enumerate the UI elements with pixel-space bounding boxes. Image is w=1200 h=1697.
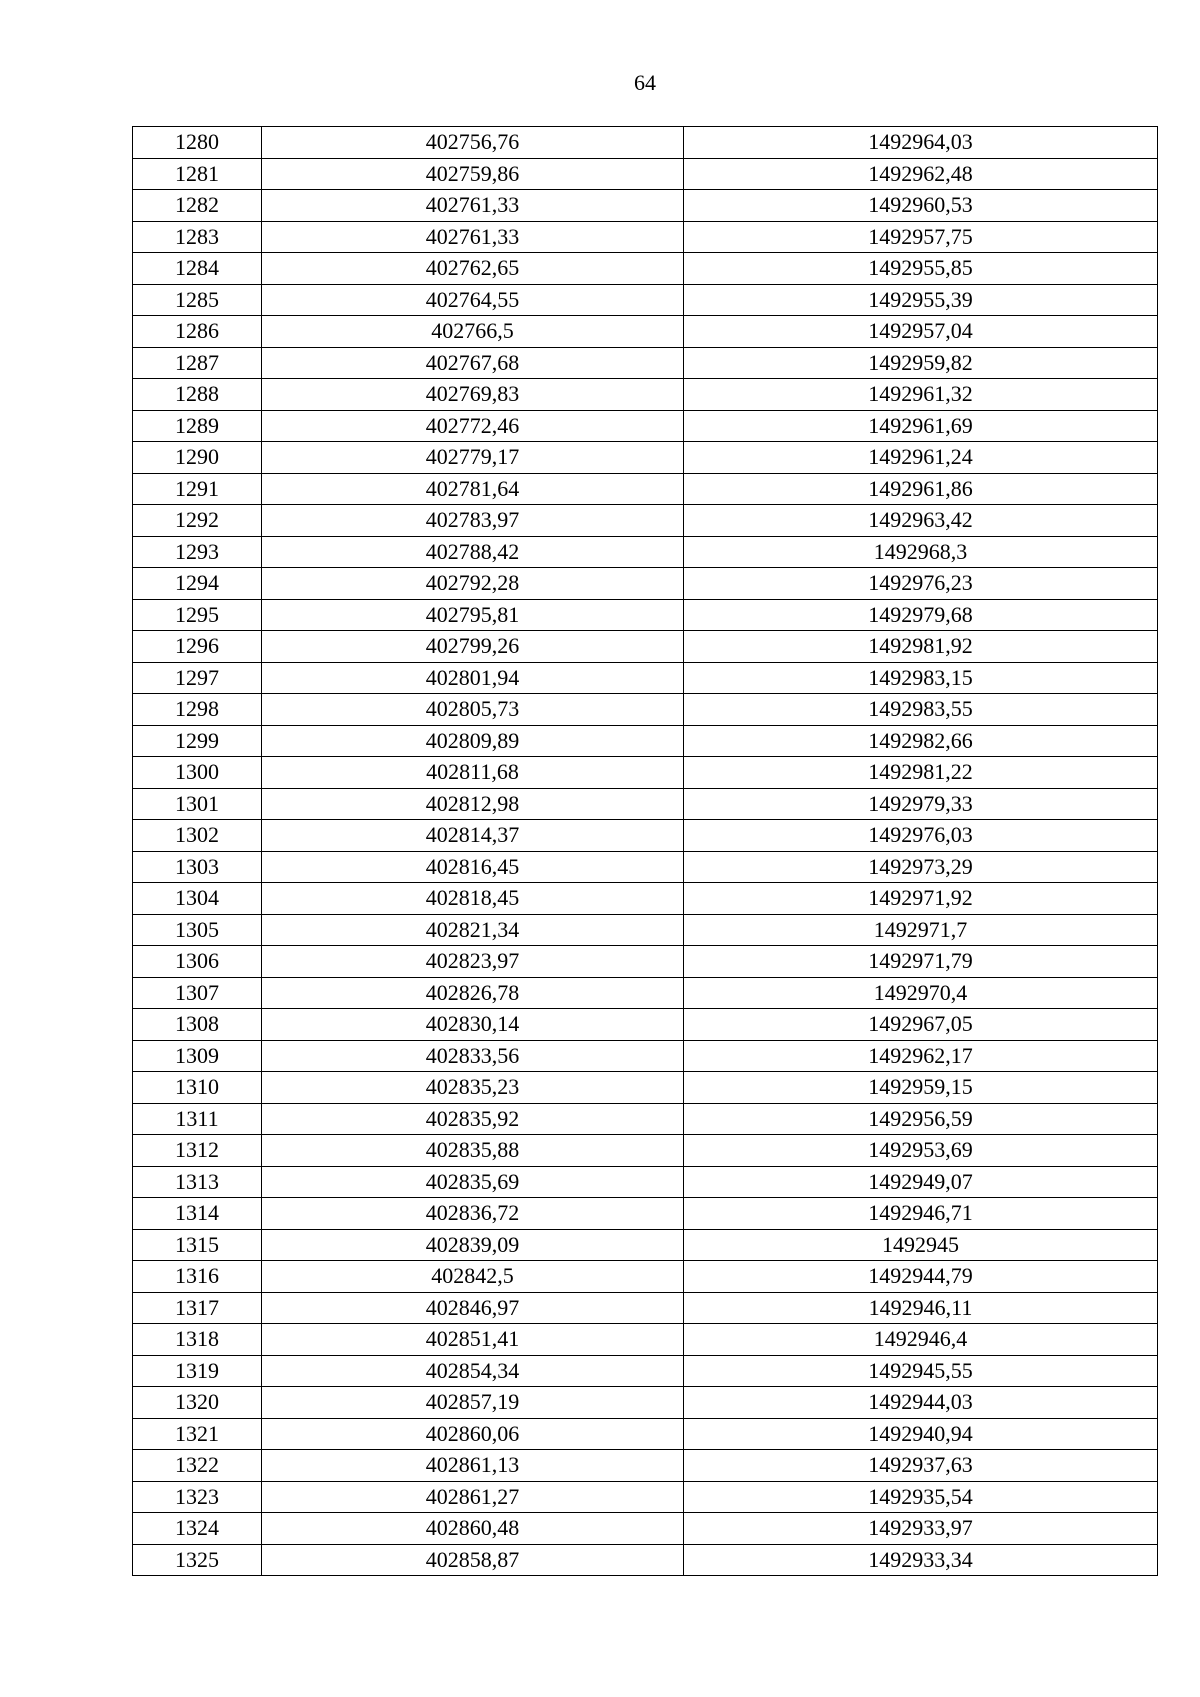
table-row xyxy=(133,788,1158,820)
point-number-cell: 1294 xyxy=(133,568,262,600)
table-row xyxy=(133,694,1158,726)
y-coordinate-cell: 1492957,75 xyxy=(684,221,1158,253)
table-row xyxy=(133,1261,1158,1293)
x-coordinate-cell: 402835,88 xyxy=(262,1135,684,1167)
x-coordinate-cell: 402805,73 xyxy=(262,694,684,726)
x-coordinate-cell: 402842,5 xyxy=(262,1261,684,1293)
point-number-cell: 1288 xyxy=(133,379,262,411)
point-number-cell: 1296 xyxy=(133,631,262,663)
y-coordinate-cell: 1492956,59 xyxy=(684,1103,1158,1135)
x-coordinate-cell: 402857,19 xyxy=(262,1387,684,1419)
table-row xyxy=(133,1324,1158,1356)
x-coordinate-cell: 402818,45 xyxy=(262,883,684,915)
y-coordinate-cell: 1492968,3 xyxy=(684,536,1158,568)
x-coordinate-cell: 402860,48 xyxy=(262,1513,684,1545)
y-coordinate-cell: 1492944,79 xyxy=(684,1261,1158,1293)
point-number-cell: 1315 xyxy=(133,1229,262,1261)
table-row xyxy=(133,946,1158,978)
table-row xyxy=(133,1481,1158,1513)
y-coordinate-cell: 1492933,34 xyxy=(684,1544,1158,1576)
x-coordinate-cell: 402783,97 xyxy=(262,505,684,537)
point-number-cell: 1300 xyxy=(133,757,262,789)
point-number-cell: 1302 xyxy=(133,820,262,852)
y-coordinate-cell: 1492981,22 xyxy=(684,757,1158,789)
x-coordinate-cell: 402761,33 xyxy=(262,190,684,222)
y-coordinate-cell: 1492971,7 xyxy=(684,914,1158,946)
point-number-cell: 1309 xyxy=(133,1040,262,1072)
table-row xyxy=(133,442,1158,474)
y-coordinate-cell: 1492981,92 xyxy=(684,631,1158,663)
table-row xyxy=(133,1009,1158,1041)
x-coordinate-cell: 402762,65 xyxy=(262,253,684,285)
table-row xyxy=(133,1450,1158,1482)
point-number-cell: 1304 xyxy=(133,883,262,915)
table-row xyxy=(133,158,1158,190)
y-coordinate-cell: 1492983,55 xyxy=(684,694,1158,726)
y-coordinate-cell: 1492946,11 xyxy=(684,1292,1158,1324)
x-coordinate-cell: 402769,83 xyxy=(262,379,684,411)
point-number-cell: 1321 xyxy=(133,1418,262,1450)
table-row xyxy=(133,1040,1158,1072)
y-coordinate-cell: 1492935,54 xyxy=(684,1481,1158,1513)
point-number-cell: 1299 xyxy=(133,725,262,757)
table-row xyxy=(133,316,1158,348)
y-coordinate-cell: 1492979,33 xyxy=(684,788,1158,820)
page-number: 64 xyxy=(634,70,656,95)
x-coordinate-cell: 402799,26 xyxy=(262,631,684,663)
point-number-cell: 1317 xyxy=(133,1292,262,1324)
point-number-cell: 1290 xyxy=(133,442,262,474)
point-number-cell: 1325 xyxy=(133,1544,262,1576)
y-coordinate-cell: 1492946,71 xyxy=(684,1198,1158,1230)
y-coordinate-cell: 1492959,82 xyxy=(684,347,1158,379)
table-row xyxy=(133,568,1158,600)
x-coordinate-cell: 402811,68 xyxy=(262,757,684,789)
table-row xyxy=(133,662,1158,694)
point-number-cell: 1280 xyxy=(133,127,262,159)
table-row xyxy=(133,851,1158,883)
table-row xyxy=(133,1387,1158,1419)
x-coordinate-cell: 402766,5 xyxy=(262,316,684,348)
table-row xyxy=(133,1103,1158,1135)
x-coordinate-cell: 402854,34 xyxy=(262,1355,684,1387)
x-coordinate-cell: 402835,92 xyxy=(262,1103,684,1135)
table-row xyxy=(133,379,1158,411)
table-row xyxy=(133,284,1158,316)
x-coordinate-cell: 402858,87 xyxy=(262,1544,684,1576)
table-row xyxy=(133,1229,1158,1261)
point-number-cell: 1305 xyxy=(133,914,262,946)
point-number-cell: 1282 xyxy=(133,190,262,222)
point-number-cell: 1324 xyxy=(133,1513,262,1545)
point-number-cell: 1307 xyxy=(133,977,262,1009)
y-coordinate-cell: 1492979,68 xyxy=(684,599,1158,631)
x-coordinate-cell: 402801,94 xyxy=(262,662,684,694)
table-row xyxy=(133,190,1158,222)
table-row xyxy=(133,1198,1158,1230)
x-coordinate-cell: 402792,28 xyxy=(262,568,684,600)
x-coordinate-cell: 402823,97 xyxy=(262,946,684,978)
table-row xyxy=(133,914,1158,946)
y-coordinate-cell: 1492937,63 xyxy=(684,1450,1158,1482)
x-coordinate-cell: 402809,89 xyxy=(262,725,684,757)
y-coordinate-cell: 1492962,48 xyxy=(684,158,1158,190)
y-coordinate-cell: 1492946,4 xyxy=(684,1324,1158,1356)
table-row xyxy=(133,1072,1158,1104)
table-row xyxy=(133,473,1158,505)
table-row xyxy=(133,1355,1158,1387)
y-coordinate-cell: 1492957,04 xyxy=(684,316,1158,348)
point-number-cell: 1293 xyxy=(133,536,262,568)
y-coordinate-cell: 1492961,69 xyxy=(684,410,1158,442)
x-coordinate-cell: 402812,98 xyxy=(262,788,684,820)
table-row xyxy=(133,536,1158,568)
point-number-cell: 1285 xyxy=(133,284,262,316)
table-row xyxy=(133,725,1158,757)
point-number-cell: 1303 xyxy=(133,851,262,883)
table-row xyxy=(133,820,1158,852)
x-coordinate-cell: 402788,42 xyxy=(262,536,684,568)
y-coordinate-cell: 1492976,03 xyxy=(684,820,1158,852)
y-coordinate-cell: 1492971,92 xyxy=(684,883,1158,915)
point-number-cell: 1301 xyxy=(133,788,262,820)
table-row xyxy=(133,599,1158,631)
x-coordinate-cell: 402835,23 xyxy=(262,1072,684,1104)
point-number-cell: 1289 xyxy=(133,410,262,442)
y-coordinate-cell: 1492982,66 xyxy=(684,725,1158,757)
x-coordinate-cell: 402772,46 xyxy=(262,410,684,442)
point-number-cell: 1291 xyxy=(133,473,262,505)
table-row xyxy=(133,1166,1158,1198)
table-row xyxy=(133,1513,1158,1545)
y-coordinate-cell: 1492959,15 xyxy=(684,1072,1158,1104)
y-coordinate-cell: 1492945 xyxy=(684,1229,1158,1261)
x-coordinate-cell: 402821,34 xyxy=(262,914,684,946)
point-number-cell: 1312 xyxy=(133,1135,262,1167)
x-coordinate-cell: 402764,55 xyxy=(262,284,684,316)
y-coordinate-cell: 1492961,86 xyxy=(684,473,1158,505)
x-coordinate-cell: 402779,17 xyxy=(262,442,684,474)
coordinates-table-body xyxy=(133,127,1158,1576)
x-coordinate-cell: 402795,81 xyxy=(262,599,684,631)
y-coordinate-cell: 1492955,39 xyxy=(684,284,1158,316)
point-number-cell: 1319 xyxy=(133,1355,262,1387)
point-number-cell: 1281 xyxy=(133,158,262,190)
table-row xyxy=(133,410,1158,442)
table-row xyxy=(133,1418,1158,1450)
point-number-cell: 1318 xyxy=(133,1324,262,1356)
point-number-cell: 1320 xyxy=(133,1387,262,1419)
y-coordinate-cell: 1492940,94 xyxy=(684,1418,1158,1450)
x-coordinate-cell: 402861,27 xyxy=(262,1481,684,1513)
y-coordinate-cell: 1492961,32 xyxy=(684,379,1158,411)
y-coordinate-cell: 1492945,55 xyxy=(684,1355,1158,1387)
y-coordinate-cell: 1492983,15 xyxy=(684,662,1158,694)
x-coordinate-cell: 402839,09 xyxy=(262,1229,684,1261)
y-coordinate-cell: 1492964,03 xyxy=(684,127,1158,159)
point-number-cell: 1306 xyxy=(133,946,262,978)
point-number-cell: 1308 xyxy=(133,1009,262,1041)
point-number-cell: 1311 xyxy=(133,1103,262,1135)
x-coordinate-cell: 402814,37 xyxy=(262,820,684,852)
x-coordinate-cell: 402756,76 xyxy=(262,127,684,159)
y-coordinate-cell: 1492961,24 xyxy=(684,442,1158,474)
x-coordinate-cell: 402851,41 xyxy=(262,1324,684,1356)
x-coordinate-cell: 402781,64 xyxy=(262,473,684,505)
y-coordinate-cell: 1492971,79 xyxy=(684,946,1158,978)
y-coordinate-cell: 1492944,03 xyxy=(684,1387,1158,1419)
y-coordinate-cell: 1492953,69 xyxy=(684,1135,1158,1167)
y-coordinate-cell: 1492955,85 xyxy=(684,253,1158,285)
x-coordinate-cell: 402860,06 xyxy=(262,1418,684,1450)
x-coordinate-cell: 402761,33 xyxy=(262,221,684,253)
point-number-cell: 1322 xyxy=(133,1450,262,1482)
point-number-cell: 1310 xyxy=(133,1072,262,1104)
x-coordinate-cell: 402835,69 xyxy=(262,1166,684,1198)
point-number-cell: 1323 xyxy=(133,1481,262,1513)
x-coordinate-cell: 402846,97 xyxy=(262,1292,684,1324)
table-row xyxy=(133,883,1158,915)
point-number-cell: 1292 xyxy=(133,505,262,537)
point-number-cell: 1283 xyxy=(133,221,262,253)
table-row xyxy=(133,1135,1158,1167)
x-coordinate-cell: 402759,86 xyxy=(262,158,684,190)
x-coordinate-cell: 402836,72 xyxy=(262,1198,684,1230)
x-coordinate-cell: 402826,78 xyxy=(262,977,684,1009)
point-number-cell: 1297 xyxy=(133,662,262,694)
y-coordinate-cell: 1492967,05 xyxy=(684,1009,1158,1041)
table-row xyxy=(133,221,1158,253)
x-coordinate-cell: 402767,68 xyxy=(262,347,684,379)
y-coordinate-cell: 1492970,4 xyxy=(684,977,1158,1009)
table-row xyxy=(133,127,1158,159)
point-number-cell: 1284 xyxy=(133,253,262,285)
table-row xyxy=(133,977,1158,1009)
coordinates-table xyxy=(132,126,1158,1576)
y-coordinate-cell: 1492973,29 xyxy=(684,851,1158,883)
y-coordinate-cell: 1492960,53 xyxy=(684,190,1158,222)
point-number-cell: 1286 xyxy=(133,316,262,348)
point-number-cell: 1313 xyxy=(133,1166,262,1198)
y-coordinate-cell: 1492949,07 xyxy=(684,1166,1158,1198)
x-coordinate-cell: 402833,56 xyxy=(262,1040,684,1072)
table-row xyxy=(133,631,1158,663)
y-coordinate-cell: 1492962,17 xyxy=(684,1040,1158,1072)
y-coordinate-cell: 1492963,42 xyxy=(684,505,1158,537)
table-row xyxy=(133,253,1158,285)
table-row xyxy=(133,347,1158,379)
point-number-cell: 1298 xyxy=(133,694,262,726)
table-row xyxy=(133,1544,1158,1576)
table-row xyxy=(133,505,1158,537)
table-row xyxy=(133,757,1158,789)
x-coordinate-cell: 402830,14 xyxy=(262,1009,684,1041)
y-coordinate-cell: 1492933,97 xyxy=(684,1513,1158,1545)
y-coordinate-cell: 1492976,23 xyxy=(684,568,1158,600)
point-number-cell: 1287 xyxy=(133,347,262,379)
point-number-cell: 1295 xyxy=(133,599,262,631)
point-number-cell: 1316 xyxy=(133,1261,262,1293)
x-coordinate-cell: 402816,45 xyxy=(262,851,684,883)
x-coordinate-cell: 402861,13 xyxy=(262,1450,684,1482)
point-number-cell: 1314 xyxy=(133,1198,262,1230)
table-row xyxy=(133,1292,1158,1324)
